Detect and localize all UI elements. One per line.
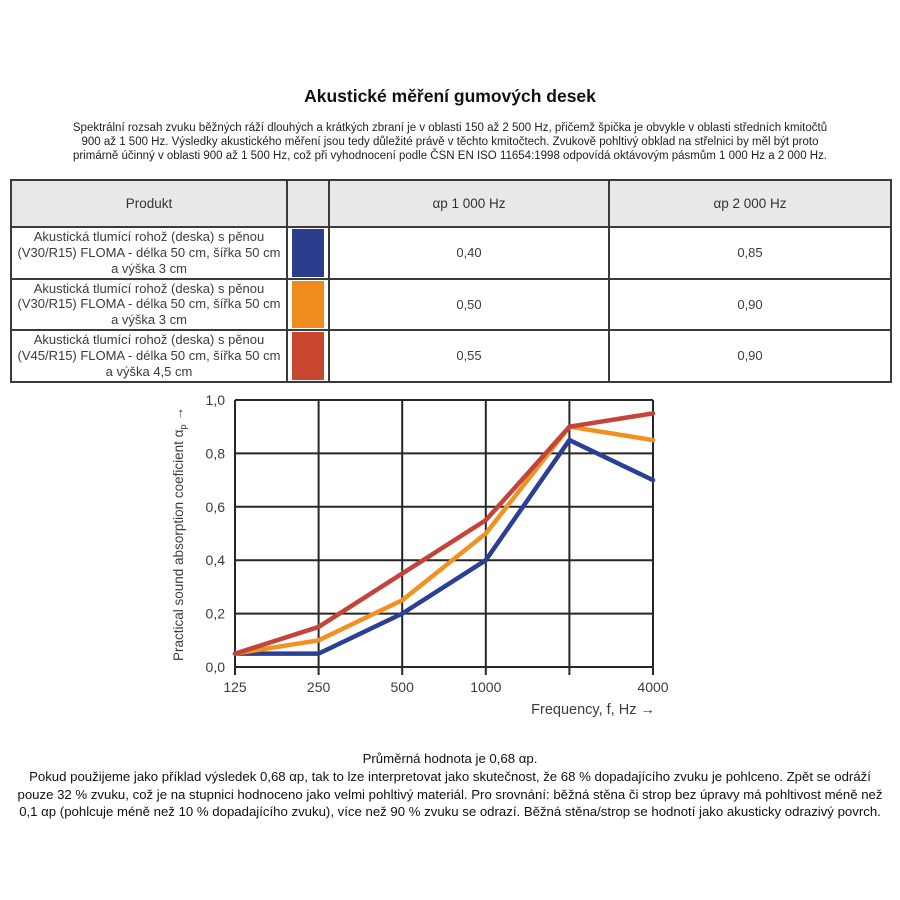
x-tick-label: 125 xyxy=(223,679,247,695)
x-tick-label: 250 xyxy=(306,679,331,695)
y-axis-title: Practical sound absorption coeficient $\alpha_p$ → xyxy=(171,407,189,661)
intro-paragraph: Spektrální rozsah zvuku běžných ráží dlouhých a krátkých zbraní je v oblasti 150 až 2 500 Hz, přičemž špička je obvykle v oblasti středních kmitočtů 900 až 1 500 Hz. Výsledky akustického měření jsou tedy důležité právě v těchto kmitočtech. Zvukově pohltivý obklad na střelnici by měl být proto primárně účinný v oblasti 900 až 1 500 Hz, což při vyhodnocení podle ČSN EN ISO 11654:1998 odpovídá oktávovým pásmům 1 000 Hz a 2 000 Hz. xyxy=(72,122,828,163)
series-line-orange xyxy=(235,427,653,654)
summary-paragraph xyxy=(17,750,883,821)
y-tick-label: 1,0 xyxy=(205,392,225,408)
column-header-product: Produkt xyxy=(11,180,287,227)
color-swatch-cell xyxy=(287,330,329,382)
y-tick-label: 0,4 xyxy=(205,552,225,569)
x-tick-label: 1000 xyxy=(470,679,502,695)
red-color-swatch xyxy=(292,332,324,380)
average-value-line: Průměrná hodnota je 0,68 αp. xyxy=(362,751,538,766)
y-tick-label: 0,2 xyxy=(205,605,225,622)
y-tick-label: 0,6 xyxy=(205,498,225,515)
absorption-results-table xyxy=(10,179,892,383)
product-name: Akustická tlumící rohož (deska) s pěnou (V30/R15) FLOMA - délka 50 cm, šířka 50 cm a výška 3 cm xyxy=(11,279,287,331)
table-row xyxy=(11,330,891,382)
color-swatch-cell xyxy=(287,227,329,279)
orange-color-swatch xyxy=(292,281,324,329)
page-title: Akustické měření gumových desek xyxy=(304,86,596,106)
column-header-color xyxy=(287,180,329,227)
table-row xyxy=(11,279,891,331)
x-axis-title: Frequency, f, Hz → xyxy=(531,702,655,718)
ap2000-value: 0,90 xyxy=(609,330,891,382)
y-tick-label: 0,8 xyxy=(205,445,225,462)
table-header-row xyxy=(11,180,891,227)
column-header-ap1000: αp 1 000 Hz xyxy=(329,180,609,227)
ap1000-value: 0,55 xyxy=(329,330,609,382)
product-name: Akustická tlumící rohož (deska) s pěnou (V30/R15) FLOMA - délka 50 cm, šířka 50 cm a výška 3 cm xyxy=(11,227,287,279)
ap1000-value: 0,40 xyxy=(329,227,609,279)
ap1000-value: 0,50 xyxy=(329,279,609,331)
blue-color-swatch xyxy=(292,229,324,277)
absorption-chart-svg xyxy=(163,385,708,735)
ap2000-value: 0,85 xyxy=(609,227,891,279)
absorption-line-chart xyxy=(163,385,708,735)
x-tick-label: 500 xyxy=(390,679,414,695)
y-tick-label: 0,0 xyxy=(205,659,225,675)
color-swatch-cell xyxy=(287,279,329,331)
column-header-ap2000: αp 2 000 Hz xyxy=(609,180,891,227)
product-name: Akustická tlumící rohož (deska) s pěnou (V45/R15) FLOMA - délka 50 cm, šířka 50 cm a výška 4,5 cm xyxy=(11,330,287,382)
interpretation-text: Pokud použijeme jako příklad výsledek 0,68 αp, tak to lze interpretovat jako skutečnost, že 68 % dopadajícího zvuku je pohlceno. Zpět se odráží pouze 32 % zvuku, což je na stupnici hodnoceno jako velmi pohltivý materiál. Pro srovnání: běžná stěna či strop bez úpravy má pohltivost méně než 0,1 αp (pohlcuje méně než 10 % dopadajícího zvuku), více než 90 % zvuku se odrazí. Běžná stěna/strop se hodnotí jako akusticky odrazivý povrch. xyxy=(17,768,883,820)
table-row xyxy=(11,227,891,279)
ap2000-value: 0,90 xyxy=(609,279,891,331)
x-tick-label: 4000 xyxy=(637,679,669,695)
